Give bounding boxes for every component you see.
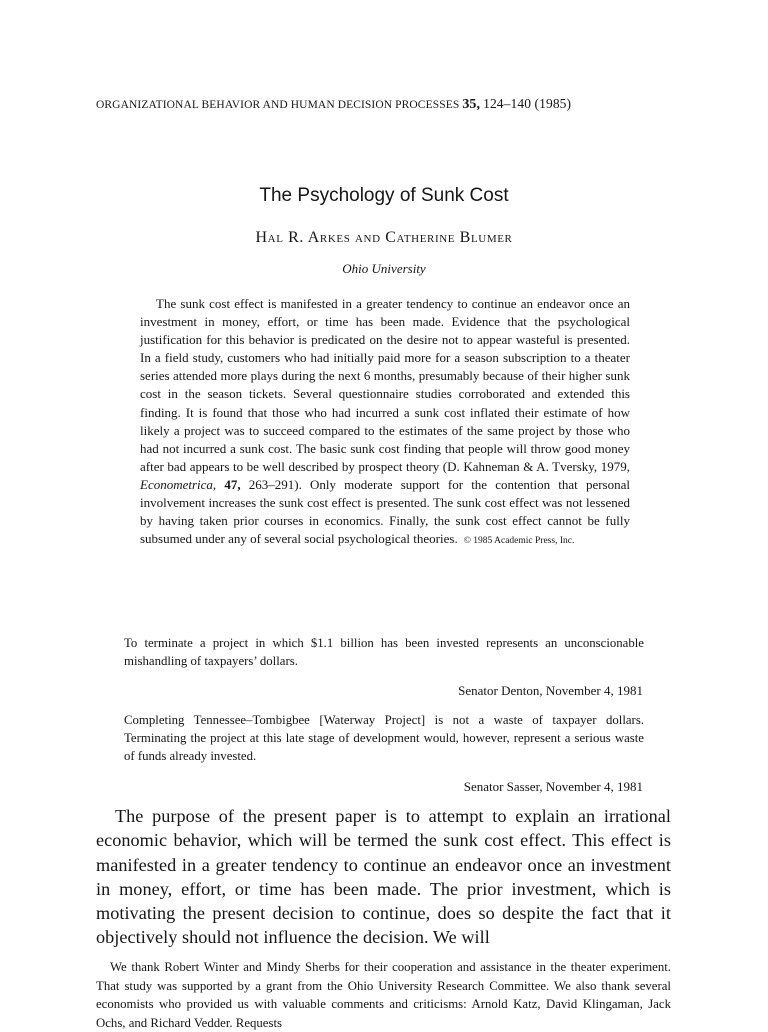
paper-authors: Hal R. Arkes and Catherine Blumer: [255, 229, 513, 246]
journal-pages: 124–140 (1985): [483, 96, 572, 111]
acknowledgment-footnote: We thank Robert Winter and Mindy Sherbs for their cooperation and assistance in the theater experiment. That study was supported by a grant from the Ohio University Research Committee. We also thank several economists who provided us with valuable comments and criticisms: Arnold Katz, David Klingaman, Jack Ochs, and Richard Vedder. Requests: [96, 960, 671, 1030]
epigraph-attribution-2: Senator Sasser, November 4, 1981: [463, 779, 643, 794]
abstract: [140, 295, 630, 550]
journal-name: ORGANIZATIONAL BEHAVIOR AND HUMAN DECISION PROCESSES: [96, 99, 460, 111]
abstract-cited-journal: Econometrica,: [140, 476, 217, 492]
epigraph-quote-2: Completing Tennessee–Tombigbee [Waterway Project] is not a waste of taxpayer dollars. Terminating the project at this late stage of development would, however, represent a serious waste of funds already invested.: [124, 713, 644, 764]
abstract-cited-volume: 47,: [216, 476, 241, 492]
author-affiliation: Ohio University: [342, 261, 426, 276]
paper-title: The Psychology of Sunk Cost: [259, 185, 509, 206]
epigraph-attribution-1: Senator Denton, November 4, 1981: [458, 683, 643, 698]
epigraph-quote-1: To terminate a project in which $1.1 billion has been invested represents an unconscionable mishandling of taxpayers’ dollars.: [124, 636, 644, 669]
abstract-text-2: 263–291). Only moderate support for the contention that personal involvement increases the sunk cost effect is presented. The sunk cost effect was not lessened by having taken prior courses in economics. Finally, the sunk cost effect cannot be fully subsumed under any of several social psychological theories.: [140, 476, 630, 547]
running-head: [96, 96, 656, 113]
journal-volume: 35,: [462, 97, 481, 112]
body-paragraph: The purpose of the present paper is to attempt to explain an irrational economic behavior, which will be termed the sunk cost effect. This effect is manifested in a greater tendency to continue an endeavor once an investment in money, effort, or time has been made. The prior investment, which is motivating the present decision to continue, does so despite the fact that it objectively should not influence the decision. We will: [96, 806, 671, 948]
copyright-notice: © 1985 Academic Press, Inc.: [463, 536, 575, 547]
abstract-text-1: The sunk cost effect is manifested in a greater tendency to continue an endeavor once an investment in money, effort, or time has been made. Evidence that the psychological justification for this behavior is predicated on the desire not to appear wasteful is presented. In a field study, customers who had initially paid more for a season subscription to a theater series attended more plays during the next 6 months, presumably because of their higher sunk cost in the season tickets. Several questionnaire studies corroborated and extended this finding. It is found that those who had incurred a sunk cost inflated their estimate of how likely a project was to succeed compared to the estimates of the same project by those who had not incurred a sunk cost. The basic sunk cost finding that people will throw good money after bad appears to be well described by prospect theory (D. Kahneman & A. Tversky, 1979,: [140, 296, 630, 474]
